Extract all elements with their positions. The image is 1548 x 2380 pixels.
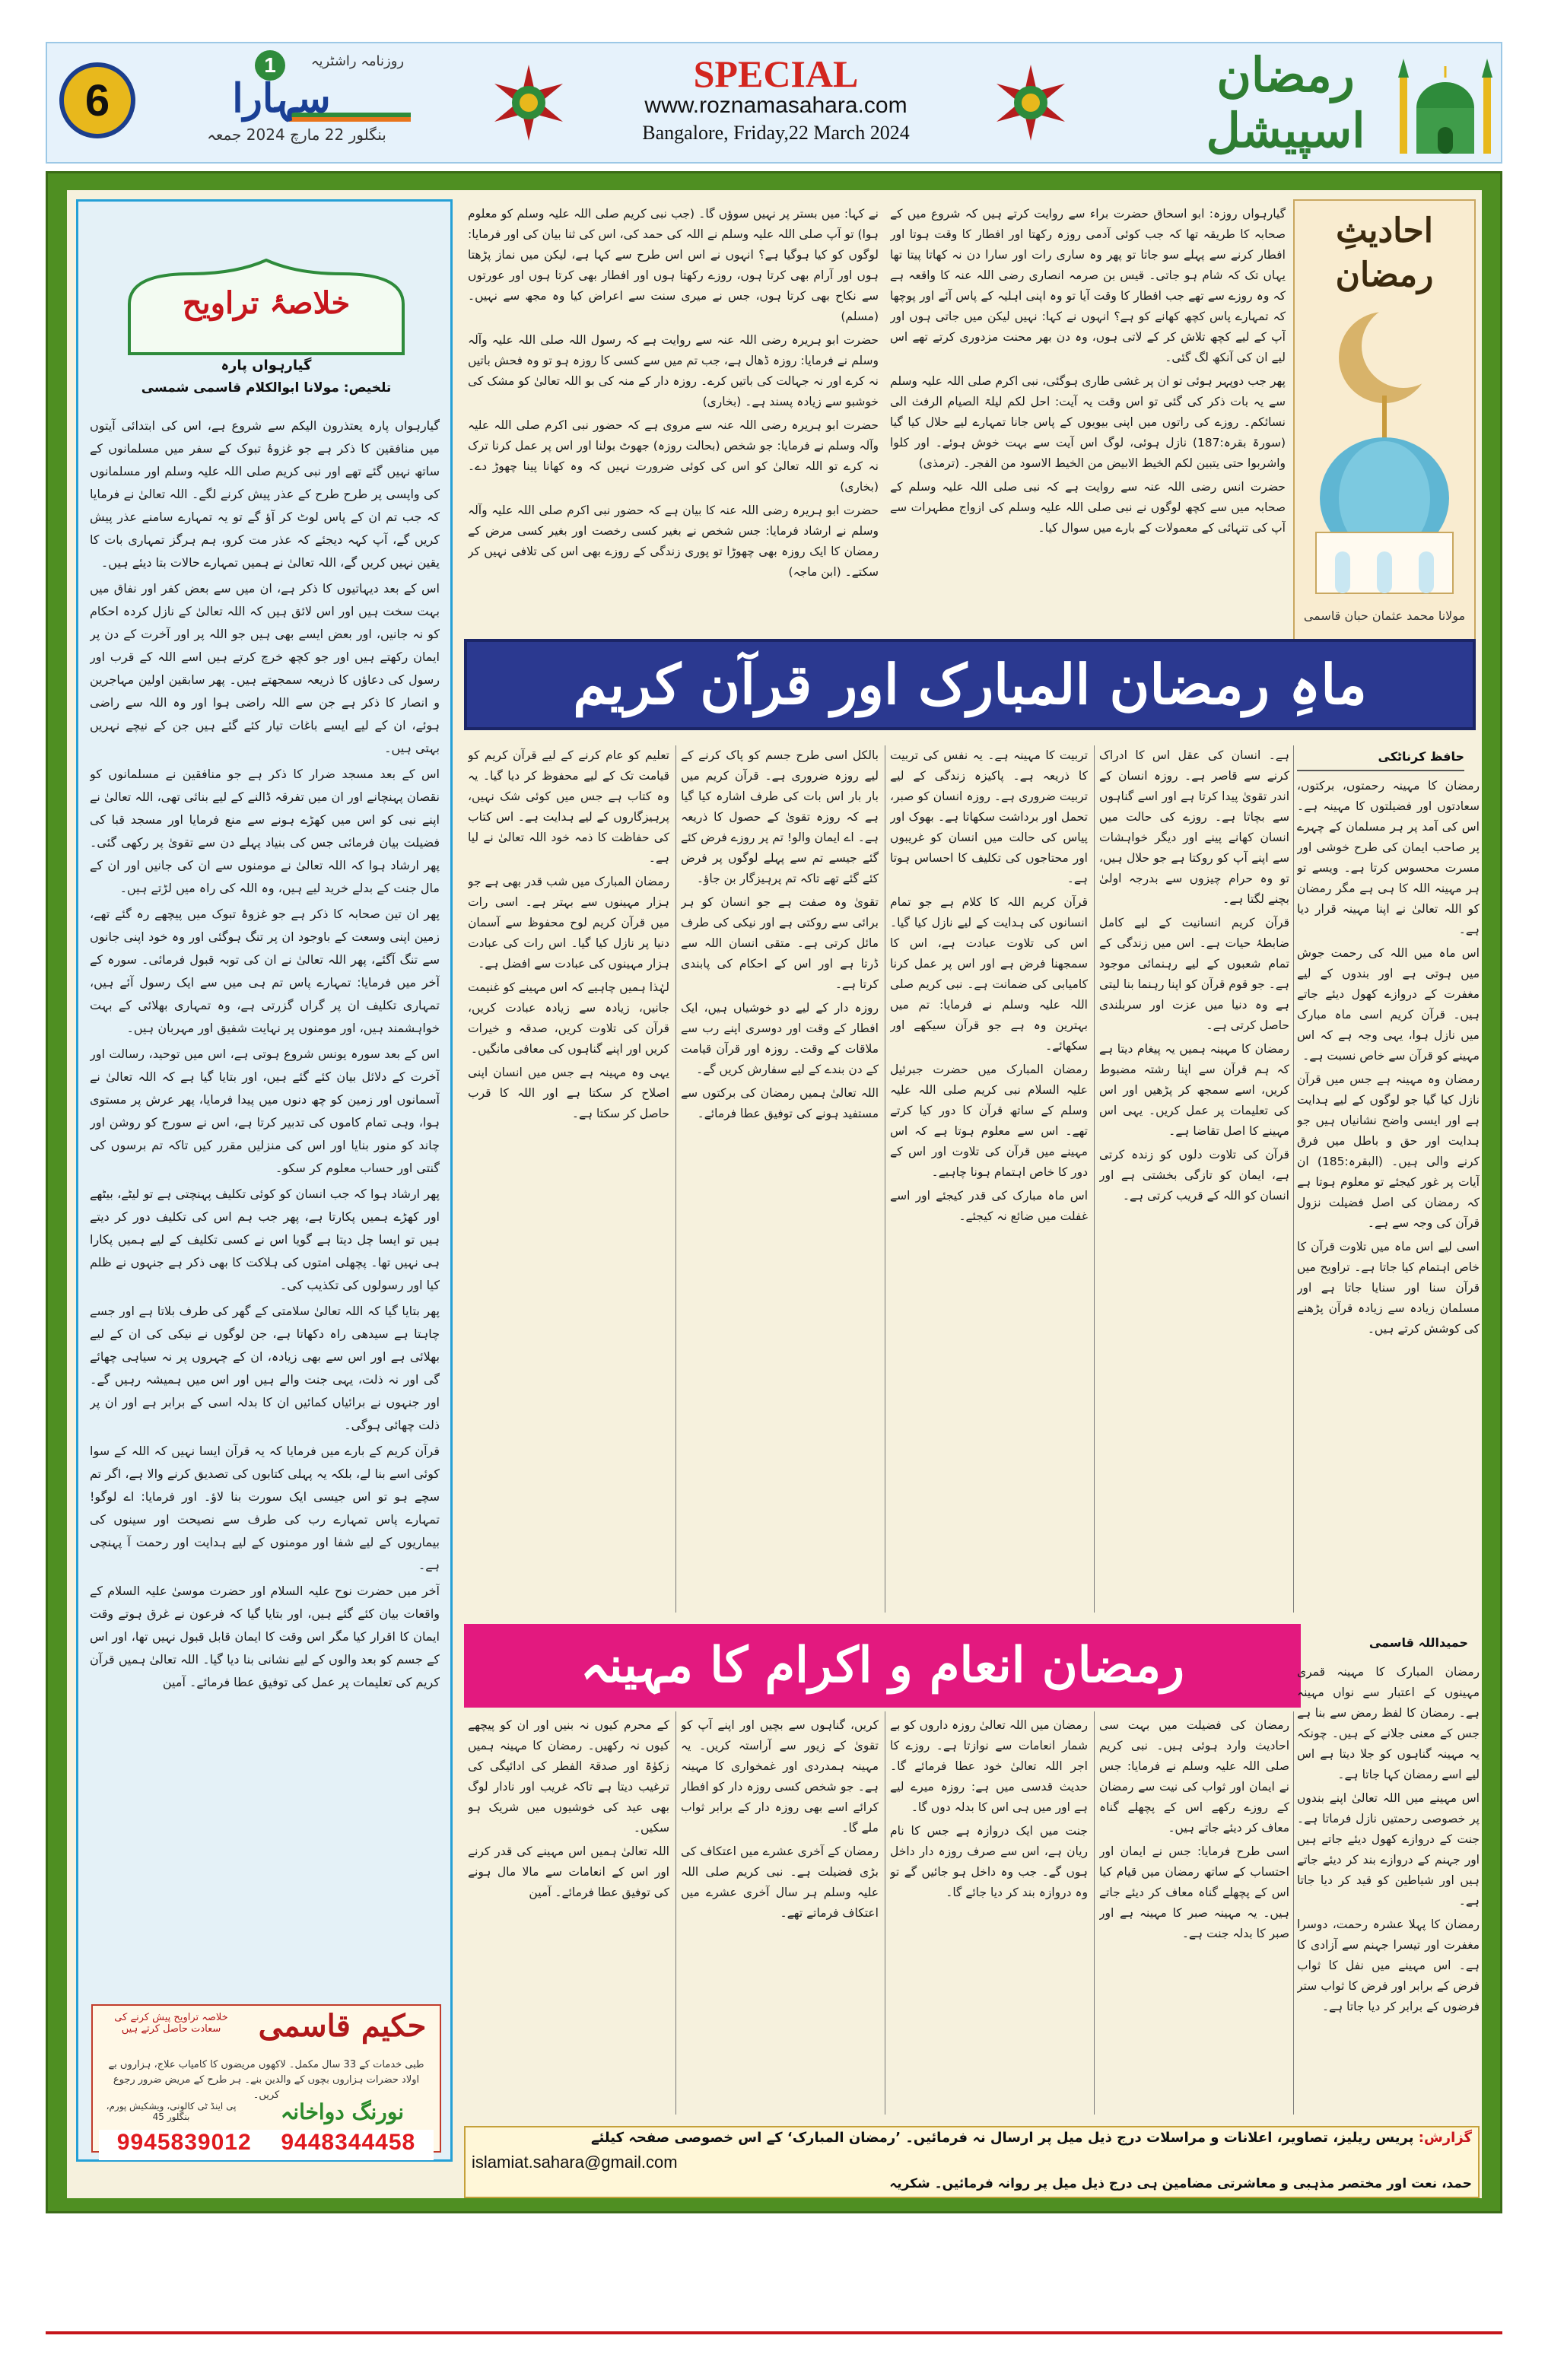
tarawih-paragraph: پھر ارشاد ہوا کہ جب انسان کو کوئی تکلیف پہنچتی ہے تو لیٹے، بیٹھے اور کھڑے ہمیں پکارتا ہے، پھر جب ہم اس کی تکلیف دور کر دیتے ہیں تو ایسا چل دیتا ہے گویا اس نے کسی تکلیف کے لیے ہمیں پکارا ہی نہیں تھا۔ پچھلی امتوں کی ہلاکت کا بھی ذکر ہے جنہوں نے ظلم کیا اور رسولوں کی تکذیب کی۔ <box>90 1187 440 1292</box>
hadith-column <box>890 204 1286 634</box>
article-paragraph: ہے۔ انسان کی عقل اس کا ادراک کرنے سے قاصر ہے۔ روزہ انسان کے اندر تقویٰ پیدا کرتا ہے اور اسے گناہوں سے بچاتا ہے۔ روزے کی حالت میں انسان کھانے پینے اور دیگر خواہشات سے اپنے آپ کو روکتا ہے جو حلال ہیں، تو وہ حرام چیزوں سے بدرجہ اولیٰ بچنے لگتا ہے۔ <box>1099 748 1289 906</box>
notice-label: گزارش: <box>1418 2130 1472 2146</box>
ad-clinic-name: نورنگ دواخانہ <box>280 2099 405 2124</box>
byline-divider <box>1297 770 1464 771</box>
para-label: گیارہواں پارہ <box>221 357 312 373</box>
notice-line: حمد، نعت اور مختصر مذہبی و معاشرتی مضامین ہی درج ذیل میل پر روانہ فرمائیں۔ شکریہ <box>889 2176 1472 2191</box>
article-paragraph: رمضان وہ مہینہ ہے جس میں قرآن نازل کیا گیا جو لوگوں کے لیے ہدایت ہے اور ایسی واضح نشانیاں ہیں جو ہدایت اور حق و باطل میں فرق کرنے والی ہیں۔ (البقرہ:185) ان آیات پر غور کیجئے تو معلوم ہوتا ہے کہ رمضان کی اصل فضیلت نزول قرآن کی وجہ سے ہے۔ <box>1297 1072 1480 1230</box>
article-paragraph: بالکل اسی طرح جسم کو پاک کرنے کے لیے روزہ ضروری ہے۔ قرآن کریم میں بار بار اس بات کی طرف اشارہ کیا گیا ہے کہ روزہ تقویٰ کے حصول کا ذریعہ ہے۔ اے ایمان والو! تم پر روزے فرض کئے گئے جیسے تم سے پہلے لوگوں پر فرض کئے گئے تھے تاکہ تم پرہیزگار بن جاؤ۔ <box>681 748 879 885</box>
article-1-column <box>1099 745 1289 1616</box>
ad-phone[interactable]: 9945839012 <box>116 2130 252 2155</box>
article-paragraph: رمضان المبارک کا مہینہ قمری مہینوں کے اعتبار سے نواں مہینہ ہے۔ رمضان کا لفظ رمض سے بنا ہے جس کے معنی جلانے کے ہیں۔ چونکہ یہ مہینہ گناہوں کو جلا دیتا ہے اس لیے اسے رمضان کہا جاتا ہے۔ <box>1297 1665 1480 1781</box>
column-divider <box>675 1711 676 2115</box>
crescent-mosque-icon <box>1301 304 1468 609</box>
article-paragraph: قرآن کریم اللہ کا کلام ہے جو تمام انسانوں کی ہدایت کے لیے نازل کیا گیا۔ اس کی تلاوت عبادت ہے، اس کا سمجھنا فرض ہے اور اس پر عمل کرنا کامیابی کی ضمانت ہے۔ نبی کریم صلی اللہ علیہ وسلم نے فرمایا: تم میں بہترین وہ ہے جو قرآن سیکھے اور سکھائے۔ <box>890 895 1088 1053</box>
article-paragraph: رمضان کے آخری عشرے میں اعتکاف کی بڑی فضیلت ہے۔ نبی کریم صلی اللہ علیہ وسلم ہر سال آخری عشرے میں اعتکاف فرماتے تھے۔ <box>681 1845 879 1920</box>
article-paragraph: یہی وہ مہینہ ہے جس میں انسان اپنی اصلاح کر سکتا ہے اور اللہ کا قرب حاصل کر سکتا ہے۔ <box>468 1066 669 1120</box>
tarawih-paragraph: پھر ان تین صحابہ کا ذکر ہے جو غزوۂ تبوک میں پیچھے رہ گئے تھے، زمین اپنی وسعت کے باوجود ان پر تنگ ہوگئی اور وہ خود اپنی جانوں سے تنگ آگئے، پھر اللہ تعالیٰ نے ان کی توبہ قبول فرمائی۔ سورہ کے آخر میں فرمایا: تمہارے پاس تم ہی میں سے ایک رسول آئے ہیں، تمہاری تکلیف ان پر گراں گزرتی ہے، وہ تمہاری بھلائی کے بہت خواہشمند ہیں، اور مومنوں پر نہایت شفیق اور مہربان ہیں۔ <box>90 907 440 1035</box>
tarawih-paragraph: قرآن کریم کے بارے میں فرمایا کہ یہ قرآن ایسا نہیں کہ اللہ کے سوا کوئی اسے بنا لے، بلکہ یہ پہلی کتابوں کی تصدیق کرنے والا ہے، اگر تم سچے ہو تو اس جیسی ایک سورت بنا لاؤ۔ اور فرمایا: اے لوگو! تمہارے پاس تمہارے رب کی طرف سے نصیحت اور سینوں کی بیماریوں کے لیے شفا اور مومنوں کے لیے ہدایت اور رحمت آ پہنچی ہے۔ <box>90 1444 440 1572</box>
article-paragraph: اللہ تعالیٰ ہمیں اس مہینے کی قدر کرنے اور اس کے انعامات سے مالا مال ہونے کی توفیق عطا فرمائے۔ آمین <box>468 1845 669 1899</box>
tarawih-compiler: تلخیص: مولانا ابوالکلام قاسمی شمسی <box>141 380 392 396</box>
newspaper-dateline-urdu: بنگلور 22 مارچ 2024 جمعہ <box>207 126 386 144</box>
article-paragraph: اسی طرح فرمایا: جس نے ایمان اور احتساب کے ساتھ رمضان میں قیام کیا اس کے پچھلے گناہ معاف کر دیئے جاتے ہیں۔ یہ مہینہ صبر کا مہینہ ہے اور صبر کا بدلہ جنت ہے۔ <box>1099 1845 1289 1940</box>
article-paragraph: اس مہینے میں اللہ تعالیٰ اپنے بندوں پر خصوصی رحمتیں نازل فرماتا ہے۔ جنت کے دروازے کھول دیئے جاتے ہیں اور جہنم کے دروازے بند کر دیئے جاتے ہیں اور شیاطین کو قید کر دیا جاتا ہے۔ <box>1297 1791 1480 1908</box>
hadith-paragraph: حضرت ابو ہریرہ رضی اللہ عنہ سے مروی ہے کہ حضور نبی اکرم صلی اللہ علیہ وآلہ وسلم نے فرمایا: جو شخص (بحالت روزہ) جھوٹ بولنا اور اس پر عمل کرنا ترک نہ کرے تو اللہ تعالیٰ کو اس کی کوئی ضرورت نہیں کہ وہ کھانا پینا چھوڑ دے۔ (بخاری) <box>468 418 879 494</box>
ad-tagline: خلاصہ تراویح پیش کرنے کی سعادت حاصل کرتے ہیں <box>114 2012 228 2035</box>
article-paragraph: روزہ دار کے لیے دو خوشیاں ہیں، ایک افطار کے وقت اور دوسری اپنے رب سے ملاقات کے وقت۔ روزہ اور قرآن قیامت کے دن بندے کے لیے سفارش کریں گے۔ <box>681 1001 879 1076</box>
newspaper-tagline: روزنامہ راشٹریہ <box>310 53 405 69</box>
article-2-column <box>1099 1715 1289 2115</box>
article-1-column <box>890 745 1088 1616</box>
column-divider <box>1094 1711 1095 2115</box>
ad-hakeem-name: حکیم قاسمی <box>258 2008 427 2044</box>
ad-phone-numbers <box>99 2130 434 2160</box>
article-paragraph: کے محرم کیوں نہ بنیں اور ان کو پیچھے کیوں نہ رکھیں۔ رمضان کا مہینہ ہمیں زکوٰۃ اور صدقۃ الفطر کی ادائیگی کی ترغیب دیتا ہے تاکہ غریب اور نادار لوگ بھی عید کی خوشیوں میں شریک ہو سکیں۔ <box>468 1718 669 1835</box>
column-divider <box>1293 1711 1294 2115</box>
article-2-column <box>681 1715 879 2115</box>
article-paragraph: تقویٰ وہ صفت ہے جو انسان کو ہر برائی سے روکتی ہے اور نیکی کی طرف مائل کرتی ہے۔ متقی انسان اللہ سے ڈرتا ہے اور اس کے احکام کی پابندی کرتا ہے۔ <box>681 895 879 991</box>
column-divider <box>1094 745 1095 1613</box>
article-2-byline: حمیداللہ قاسمی <box>1368 1635 1468 1650</box>
article-paragraph: لہٰذا ہمیں چاہیے کہ اس مہینے کو غنیمت جانیں، زیادہ سے زیادہ عبادت کریں، قرآن کی تلاوت کریں، صدقہ و خیرات کریں اور اپنے گناہوں کی معافی مانگیں۔ <box>468 980 669 1056</box>
ahadith-heading-line1: احادیثِ <box>1336 211 1433 250</box>
article-1-column <box>1297 776 1480 1616</box>
notice-line <box>472 2130 1472 2153</box>
hadith-paragraph: نے کہا: میں بستر پر نہیں سوؤں گا۔ (جب نبی کریم صلی اللہ علیہ وسلم کو معلوم ہوا) تو آپ صلی اللہ علیہ وسلم نے اللہ کی حمد کی، اس کی ثنا بیان کی اور فرمایا: لوگوں کو کیا ہوگیا ہے؟ انہوں نے اس اس طرح سے کہا ہے، لیکن میں نماز پڑھتا ہوں اور آرام بھی کرتا ہوں، روزے رکھتا ہوں اور افطار بھی کرتا ہوں اور عورتوں سے نکاح بھی کرتا ہوں، جس نے میری سنت سے اعراض کیا وہ مجھ سے نہیں۔ (مسلم) <box>468 207 879 323</box>
ad-description: طبی خدمات کے 33 سال مکمل۔ لاکھوں مریضوں کا کامیاب علاج، ہزاروں بے اولاد حضرات ہزاروں بچوں کے والدین بنے۔ ہر طرح کے مریض ضرور رجوع کریں۔ <box>108 2059 424 2101</box>
article-paragraph: رمضان المبارک میں حضرت جبرئیل علیہ السلام نبی کریم صلی اللہ علیہ وسلم کے ساتھ قرآن کا دور کیا کرتے تھے۔ اس سے معلوم ہوتا ہے کہ اس مہینے میں قرآن کی تلاوت اور اس کے دور کا خاص اہتمام ہونا چاہیے۔ <box>890 1063 1088 1179</box>
article-paragraph: جنت میں ایک دروازہ ہے جس کا نام ریان ہے، اس سے صرف روزہ دار داخل ہوں گے۔ جب وہ داخل ہو جائیں گے تو وہ دروازہ بند کر دیا جائے گا۔ <box>890 1824 1088 1899</box>
hadith-paragraph: حضرت ابو ہریرہ رضی اللہ عنہ سے روایت ہے کہ رسول اللہ صلی اللہ علیہ وآلہ وسلم نے فرمایا: روزہ ڈھال ہے، جب تم میں سے کسی کا روزہ ہو تو وہ فحش باتیں نہ کرے اور نہ جہالت کی باتیں کرے۔ روزہ دار کے منہ کی بو اللہ تعالیٰ کو مشک کی خوشبو سے زیادہ پسند ہے۔ (بخاری) <box>468 333 879 408</box>
tarawih-paragraph: اس کے بعد سورہ یونس شروع ہوتی ہے، اس میں توحید، رسالت اور آخرت کے دلائل بیان کئے گئے ہیں، اور بتایا گیا ہے کہ اللہ تعالیٰ نے آسمانوں اور زمین کو چھ دنوں میں پیدا فرمایا، پھر عرش پر مستوی ہوا، وہی تمام کاموں کی تدبیر کرتا ہے، اس نے سورج کو روشن اور چاند کو منور بنایا اور اس کی منزلیں مقرر کیں تاکہ تم برسوں کی گنتی اور حساب معلوم کر سکو۔ <box>90 1047 440 1175</box>
tarawih-paragraph: گیارہواں پارہ یعتذرون الیکم سے شروع ہے، اس کی ابتدائی آیتوں میں منافقین کا ذکر ہے جو غزوۂ تبوک کے سفر میں مسلمانوں کے ساتھ نہیں گئے تھے اور نبی کریم صلی اللہ علیہ وسلم اور مسلمانوں کی واپسی پر طرح طرح کے عذر پیش کرنے لگے۔ اللہ تعالیٰ نے فرمایا کہ جب تم ان کے پاس لوٹ کر آؤ گے تو یہ تمہارے سامنے عذر پیش کریں گے، آپ کہہ دیجئے کہ عذر مت کرو، ہم ہرگز تمہاری بات کا یقین نہیں کریں گے، اللہ تعالیٰ نے ہمیں تمہارے حالات بتا دیئے ہیں۔ <box>90 418 440 570</box>
article-paragraph: رمضان کا مہینہ رحمتوں، برکتوں، سعادتوں اور فضیلتوں کا مہینہ ہے۔ اس کی آمد پر ہر مسلمان کے چہرے پر صاحب ایمان کی طرح خوشی اور مسرت محسوس کرتا ہے۔ ویسے تو ہر مہینہ اللہ کا ہی ہے مگر رمضان کو اللہ تعالیٰ نے اپنا مہینہ قرار دیا ہے۔ <box>1297 779 1480 936</box>
tarawih-paragraph: اس کے بعد مسجد ضرار کا ذکر ہے جو منافقین نے مسلمانوں کو نقصان پہنچانے اور ان میں تفرقہ ڈالنے کے لیے بنائی تھی، اللہ تعالیٰ نے اپنے نبی کو اس میں کھڑے ہونے سے منع فرمایا اور مسجد قبا کی فضیلت بیان فرمائی جس کی بنیاد پہلے دن سے تقویٰ پر رکھی گئی۔ پھر ارشاد ہوا کہ اللہ تعالیٰ نے مومنوں سے ان کی جانیں اور ان کے مال جنت کے بدلے خرید لیے ہیں، وہ اللہ کی راہ میں لڑتے ہیں۔ <box>90 767 440 895</box>
special-title: SPECIAL <box>693 52 859 95</box>
article-paragraph: اللہ تعالیٰ ہمیں رمضان کی برکتوں سے مستفید ہونے کی توفیق عطا فرمائے۔ <box>681 1086 879 1120</box>
star-ornament-icon <box>487 61 571 145</box>
bottom-divider <box>46 2331 1502 2334</box>
ahadith-heading <box>1301 209 1468 300</box>
article-2-column <box>890 1715 1088 2115</box>
article-2-column <box>468 1715 669 2115</box>
article-paragraph: اسی لیے اس ماہ میں تلاوت قرآن کا خاص اہتمام کیا جاتا ہے۔ تراویح میں قرآن سنا اور سنایا جاتا ہے اور مسلمان زیادہ سے زیادہ قرآن پڑھنے کی کوشش کرتے ہیں۔ <box>1297 1240 1480 1336</box>
article-paragraph: اس ماہ میں اللہ کی رحمت جوش میں ہوتی ہے اور بندوں کے لیے مغفرت کے دروازے کھول دیئے جاتے ہیں۔ قرآن کریم اسی ماہ مبارک میں نازل ہوا، یہی وجہ ہے کہ اس مہینے کو قرآن سے خاص نسبت ہے۔ <box>1297 946 1480 1063</box>
hadith-paragraph: حضرت انس رضی اللہ عنہ سے روایت ہے کہ نبی صلی اللہ علیہ وسلم کے صحابہ میں سے کچھ لوگوں نے نبی صلی اللہ علیہ وسلم کی ازواج مطہرات سے آپ کی تنہائی کے معمولات کے بارے میں سوال کیا۔ <box>890 480 1286 535</box>
hadith-paragraph: گیارہواں روزہ: ابو اسحاق حضرت براء سے روایت کرتے ہیں کہ شروع میں کے صحابہ کا طریقہ تھا کہ جب کوئی آدمی روزہ رکھتا اور افطار کا وقت ہوتا اور افطار کرنے سے پہلے سو جاتا تو پھر وہ ساری رات اور سارا دن نہ کھاتا پیتا تھا یہاں تک کہ شام ہو جاتی۔ قیس بن صرمہ انصاری رضی اللہ عنہ کا واقعہ ہے کہ وہ روزے سے تھے جب افطار کا وقت آیا تو وہ اپنی اہلیہ کے پاس آئے اور پوچھا کہ تمہارے پاس کچھ کھانے کو ہے؟ انہوں نے کہا: نہیں لیکن میں جاتی ہوں اور آپ کے لیے کچھ تلاش کر کے لاتی ہوں، وہ دن بھر محنت مزدوری کرتے تھے اس لیے ان کی آنکھ لگ گئی۔ <box>890 207 1286 364</box>
article-paragraph: تعلیم کو عام کرنے کے لیے قرآن کریم کو قیامت تک کے لیے محفوظ کر دیا گیا۔ یہ وہ کتاب ہے جس میں کوئی شک نہیں، پرہیزگاروں کے لیے ہدایت ہے۔ اس کتاب کی حفاظت کا ذمہ خود اللہ تعالیٰ نے لیا ہے۔ <box>468 748 669 865</box>
tarawih-body <box>90 415 440 1993</box>
newspaper-name: سہارا <box>232 78 331 121</box>
article-1-headline: ماہِ رمضان المبارک اور قرآن کریم <box>573 652 1367 717</box>
article-paragraph: رمضان کی فضیلت میں بہت سی احادیث وارد ہوئی ہیں۔ نبی کریم صلی اللہ علیہ وسلم نے فرمایا: جس نے ایمان اور ثواب کی نیت سے رمضان کے روزے رکھے اس کے پچھلے گناہ معاف کر دیئے جاتے ہیں۔ <box>1099 1718 1289 1835</box>
article-2-headline: رمضان انعام و اکرام کا مہینہ <box>580 1637 1184 1694</box>
ahadith-heading-line2: رمضان <box>1335 256 1434 294</box>
column-divider <box>1293 745 1294 1613</box>
notice-text: پریس ریلیز، تصاویر، اعلانات و مراسلات درج ذیل میل پر ارسال نہ فرمائیں۔ ’رمضان المبارک‘ کے اس خصوصی صفحہ کیلئے <box>590 2130 1414 2146</box>
tarawih-paragraph: آخر میں حضرت نوح علیہ السلام اور حضرت موسیٰ علیہ السلام کے واقعات بیان کئے گئے ہیں، اور بتایا گیا کہ فرعون نے غرق ہوتے وقت ایمان کا اقرار کیا مگر اس وقت کا ایمان قابل قبول نہیں تھا، اور اس کے جسم کو بعد والوں کے لیے نشانی بنا دیا گیا۔ اللہ تعالیٰ ہمیں قرآن کریم کی تعلیمات پر عمل کی توفیق عطا فرمائے۔ آمین <box>90 1584 440 1689</box>
ahadith-author: مولانا محمد عثمان حبان قاسمی <box>1303 609 1466 623</box>
website-url[interactable]: www.roznamasahara.com <box>644 93 908 118</box>
article-paragraph: رمضان کا پہلا عشرہ رحمت، دوسرا مغفرت اور تیسرا جہنم سے آزادی کا ہے۔ اس مہینے میں نفل کا ثواب فرض کے برابر اور فرض کا ثواب ستر فرضوں کے برابر کر دیا جاتا ہے۔ <box>1297 1918 1480 2013</box>
article-paragraph: قرآن کی تلاوت دلوں کو زندہ کرتی ہے، ایمان کو تازگی بخشتی ہے اور انسان کو اللہ کے قریب کرتی ہے۔ <box>1099 1148 1289 1203</box>
article-paragraph: رمضان میں اللہ تعالیٰ روزہ داروں کو بے شمار انعامات سے نوازتا ہے۔ روزے کا اجر اللہ تعالیٰ خود عطا فرمائے گا۔ حدیث قدسی میں ہے: روزہ میرے لیے ہے اور میں ہی اس کا بدلہ دوں گا۔ <box>890 1718 1088 1814</box>
hadith-paragraph: پھر جب دوپہر ہوئی تو ان پر غشی طاری ہوگئی، نبی اکرم صلی اللہ علیہ وسلم سے یہ بات ذکر کی گئی تو اس وقت یہ آیت: احل لکم لیلۃ الصیام الرفث الی نسائکم۔ روزے کی راتوں میں اپنی بیویوں کے پاس جانا تمہارے لیے حلال کیا گیا (سورۃ بقرہ:187) نازل ہوئی، لوگ اس آیت سے بہت خوش ہوئے۔ اور کلوا واشربوا حتی یتبین لکم الخیط الابیض من الخیط الاسود من الفجر۔ (ترمذی) <box>890 374 1286 470</box>
article-1-byline: حافظ کرناٹکی <box>1378 749 1464 764</box>
hadith-paragraph: حضرت ابو ہریرہ رضی اللہ عنہ کا بیان ہے کہ حضور نبی اکرم صلی اللہ علیہ وآلہ وسلم نے ارشاد فرمایا: جس شخص نے بغیر کسی رخصت اور بغیر کسی مرض کے رمضان کا ایک روزہ بھی چھوڑا تو پوری زندگی کے روزے بھی اس کی تلافی نہیں کر سکتے۔ (ابن ماجہ) <box>468 504 879 579</box>
article-paragraph: رمضان المبارک میں شب قدر بھی ہے جو ہزار مہینوں سے بہتر ہے۔ اسی رات میں قرآن کریم لوح محفوظ سے آسمان دنیا پر نازل کیا گیا۔ اس رات کی عبادت ہزار مہینوں کی عبادت سے افضل ہے۔ <box>468 875 669 971</box>
article-paragraph: قرآن کریم انسانیت کے لیے کامل ضابطۂ حیات ہے۔ اس میں زندگی کے تمام شعبوں کے لیے رہنمائی موجود ہے۔ جو قوم قرآن کو اپنا رہنما بنا لیتی ہے وہ دنیا میں عزت اور سربلندی حاصل کرتی ہے۔ <box>1099 916 1289 1032</box>
article-paragraph: تربیت کا مہینہ ہے۔ یہ نفس کی تربیت کا ذریعہ ہے۔ پاکیزہ زندگی کے لیے تربیت ضروری ہے۔ روزہ انسان کو صبر، تحمل اور برداشت سکھاتا ہے۔ بھوک اور پیاس کی حالت میں انسان کو غریبوں اور محتاجوں کی تکلیف کا احساس ہوتا ہے۔ <box>890 748 1088 885</box>
dateline: Bangalore, Friday,22 March 2024 <box>642 122 910 144</box>
ad-address: پی اینڈ ٹی کالونی، ویشکیش پورم، بنگلور 45 <box>106 2101 237 2122</box>
ad-phone[interactable]: 9448344458 <box>281 2130 416 2155</box>
article-2-column <box>1297 1662 1480 2115</box>
star-ornament-icon <box>989 61 1073 145</box>
article-paragraph: رمضان کا مہینہ ہمیں یہ پیغام دیتا ہے کہ ہم قرآن سے اپنا رشتہ مضبوط کریں، اسے سمجھ کر پڑھیں اور اس کی تعلیمات پر عمل کریں۔ یہی اس مہینے کا اصل تقاضا ہے۔ <box>1099 1042 1289 1138</box>
article-paragraph: کریں، گناہوں سے بچیں اور اپنے آپ کو تقویٰ کے زیور سے آراستہ کریں۔ یہ مہینہ ہمدردی اور غمخواری کا مہینہ ہے۔ جو شخص کسی روزہ دار کو افطار کرائے اسے بھی روزہ دار کے برابر ثواب ملے گا۔ <box>681 1718 879 1835</box>
hadith-column <box>468 204 879 634</box>
tarawih-paragraph: اس کے بعد دیہاتیوں کا ذکر ہے، ان میں سے بعض کفر اور نفاق میں بہت سخت ہیں اور اس لائق ہیں کہ اللہ تعالیٰ کے نازل کردہ احکام کو نہ جانیں، اور بعض ایسے بھی ہیں جو اللہ پر اور آخرت کے دن پر ایمان رکھتے ہیں اور جو کچھ خرچ کرتے ہیں اسے اللہ کے قرب اور رسول کی دعاؤں کا ذریعہ سمجھتے ہیں۔ پھر سابقین اولین مہاجرین و انصار کا ذکر ہے جن سے اللہ راضی ہوا اور وہ اللہ سے راضی ہوئے، ان کے لیے ایسے باغات تیار کئے گئے ہیں جن کے نیچے نہریں بہتی ہیں۔ <box>90 581 440 755</box>
article-1-column <box>468 745 669 1616</box>
anniversary-badge: 1 <box>255 50 285 81</box>
column-divider <box>675 745 676 1613</box>
tarawih-title: خلاصۂ تراویح <box>182 285 351 321</box>
page-number-badge: 6 <box>59 62 135 138</box>
article-paragraph: اس ماہ مبارک کی قدر کیجئے اور اسے غفلت میں ضائع نہ کیجئے۔ <box>890 1189 1088 1223</box>
section-title: رمضان اسپیشل <box>1206 47 1365 158</box>
mosque-icon <box>1392 47 1499 161</box>
tarawih-paragraph: پھر بتایا گیا کہ اللہ تعالیٰ سلامتی کے گھر کی طرف بلاتا ہے اور جسے چاہتا ہے سیدھی راہ دکھاتا ہے، جن لوگوں نے نیکی کی ان کے لیے بھلائی ہے اور اس سے بھی زیادہ، ان کے چہروں پر نہ سیاہی چھائے گی اور نہ ذلت، یہی جنت والے ہیں اور اس میں ہمیشہ رہیں گے۔ اور جنہوں نے برائیاں کمائیں ان کا بدلہ اسی کے برابر ہے اور ان پر ذلت چھائی ہوگی۔ <box>90 1304 440 1432</box>
notice-email-link[interactable]: islamiat.sahara@gmail.com <box>472 2153 678 2172</box>
article-1-column <box>681 745 879 1616</box>
